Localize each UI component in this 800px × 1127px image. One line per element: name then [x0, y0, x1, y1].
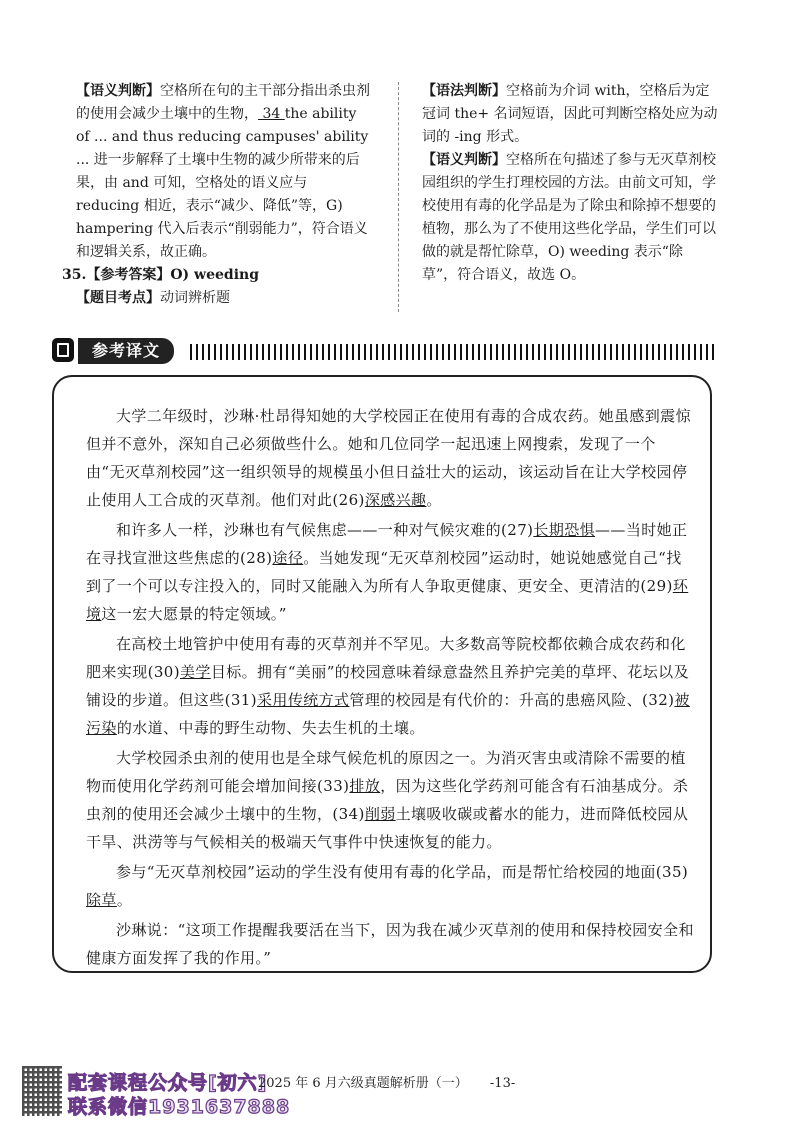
topic-tag: 【题目考点】 — [76, 290, 160, 306]
answer-underline: 削弱 — [364, 805, 396, 823]
promo-line-1: 配套课程公众号[初六] — [68, 1072, 268, 1094]
translation-text — [86, 402, 694, 974]
translation-paragraph-4 — [86, 744, 694, 856]
answer-underline: 被污染 — [86, 691, 690, 737]
answer-underline: 采用传统方式 — [257, 691, 350, 709]
answer-underline: 环境 — [86, 577, 689, 623]
qr-code-icon — [22, 1066, 62, 1116]
left-explanation-column — [62, 80, 374, 310]
translation-paragraph-2 — [86, 516, 694, 628]
answer-underline: 途径 — [272, 549, 304, 567]
decorative-bar-pattern — [190, 344, 714, 360]
blank-number: (28) — [240, 549, 273, 567]
blank-number: (30) — [147, 663, 181, 681]
blank-number: (31) — [224, 691, 258, 709]
text: 管理的校园是有代价的：升高的患癌风险、 — [349, 691, 643, 709]
translation-paragraph-3 — [86, 630, 694, 742]
text: 大学二年级时，沙琳·杜昂得知她的大学校园正在使用有毒的合成农药。她虽感到震惊但并不意外，深知自己必须做些什么。她和几位同学一起迅速上网搜索，发现了一个由“无灭草剂校园”这一组织领导的规模虽小但日益壮大的运动，该运动旨在让大学校园停止使用人工合成的灭草剂。他们对此 — [86, 407, 691, 509]
page-number: -13- — [489, 1076, 516, 1091]
text: 的水道、中毒的野生动物、失去生机的土壤。 — [116, 719, 425, 737]
answer-underline: 除草 — [86, 891, 117, 909]
answer-underline: 深感兴趣 — [364, 491, 427, 509]
blank-34: 34 — [258, 106, 285, 122]
page-footer — [62, 1066, 662, 1116]
text: 目标。拥有“美丽”的校园意味着绿意盎然且养护完美的草坪、花坛以及铺设的步道。但这些 — [86, 663, 689, 709]
book-title: 2025 年 6 月六级真题解析册（一） — [258, 1076, 468, 1091]
topic-value: 动词辨析题 — [160, 290, 230, 306]
question-35-topic — [76, 287, 374, 310]
semantic-tag: 【语义判断】 — [422, 152, 506, 168]
question-number: 35. — [62, 267, 87, 283]
answer-tag: 【参考答案】 — [86, 267, 171, 283]
answer-value: O) weeding — [170, 267, 259, 283]
text: 土壤吸收碳或蓄水的能力，进而降低校园从干旱、洪涝等与气候相关的极端天气事件中快速恢复的能力。 — [86, 805, 689, 851]
page-footer-label — [258, 1072, 515, 1091]
grammar-tag: 【语法判断】 — [422, 83, 506, 99]
explanation-text: the ability of ... and thus reducing campuses' ability ... 进一步解释了土壤中生物的减少所带来的后果，由 and 可知，空格处的语义应与 reducing 相近，表示“减少、降低”等，G) hampering 代入后表示“削弱能力”，符合语义和逻辑关系，故正确。 — [76, 106, 369, 260]
explanation-text: 空格所在句的主干部分指出杀虫剂的使用会减少土壤中的生物， — [76, 83, 370, 122]
blank-number: (32) — [642, 691, 675, 709]
blank-number: (27) — [501, 521, 534, 539]
promo-line-2: 联系微信1931637888 — [68, 1096, 291, 1118]
text: 大学校园杀虫剂的使用也是全球气候危机的原因之一。为消灭害虫或清除不需要的植物而使用化学药剂可能会增加间接 — [86, 749, 686, 795]
semantic-tag: 【语义判断】 — [76, 83, 160, 99]
explanation-35-grammar — [422, 80, 718, 149]
text: 。当她发现“无灭草剂校园”运动时，她说她感觉自己“找到了一个可以专注投入的，同时又能融入为所有人争取更健康、更安全、更清洁的 — [86, 549, 682, 595]
text: ，因为这些化学药剂可能含有石油基成分。杀虫剂的使用还会减少土壤中的生物， — [86, 777, 689, 823]
text: 这一宏大愿景的特定领域。” — [101, 605, 287, 623]
right-explanation-column — [422, 80, 718, 287]
blank-number: (26) — [332, 491, 365, 509]
column-divider — [398, 82, 399, 312]
blank-number: (34) — [332, 805, 365, 823]
section-title: 参考译文 — [78, 338, 174, 364]
answer-underline: 美学 — [180, 663, 211, 681]
blank-number: (35) — [655, 863, 689, 881]
question-35-answer — [62, 264, 374, 287]
translation-paragraph-1 — [86, 402, 694, 514]
blank-number: (33) — [317, 777, 350, 795]
translation-paragraph-6 — [86, 916, 694, 972]
text: 和许多人一样，沙琳也有气候焦虑——一种对气候灾难的 — [116, 521, 502, 539]
explanation-34-semantic — [76, 80, 374, 264]
text: 。 — [426, 491, 442, 509]
text: 参与“无灭草剂校园”运动的学生没有使用有毒的化学品，而是帮忙给校园的地面 — [116, 863, 656, 881]
explanation-35-semantic — [422, 149, 718, 287]
text: 。 — [116, 891, 133, 909]
text: 沙琳说：“这项工作提醒我要活在当下，因为我在减少灭草剂的使用和保持校园安全和健康方面发挥了我的作用。” — [86, 921, 694, 967]
grammar-text: 空格前为介词 with，空格后为定冠词 the+ 名词短语，因此可判断空格处应为动词的 -ing 形式。 — [422, 83, 718, 145]
answer-underline: 排放 — [349, 777, 381, 795]
text: ——当时她正在寻找宣泄这些焦虑的 — [86, 521, 688, 567]
translation-paragraph-5 — [86, 858, 694, 914]
answer-underline: 长期恐惧 — [533, 521, 596, 539]
semantic-text: 空格所在句描述了参与无灭草剂校园组织的学生打理校园的方法。由前文可知，学校使用有毒的化学品是为了除虫和除掉不想要的植物，那么为了不使用这些化学品，学生们可以做的就是帮忙除草，O) weeding 表示“除草”，符合语义，故选 O。 — [422, 152, 716, 283]
translation-section-header — [52, 336, 714, 366]
document-icon — [52, 338, 74, 362]
blank-number: (29) — [640, 577, 673, 595]
text: 在高校土地管护中使用有毒的灭草剂并不罕见。大多数高等院校都依赖合成农药和化肥来实现 — [86, 635, 686, 681]
